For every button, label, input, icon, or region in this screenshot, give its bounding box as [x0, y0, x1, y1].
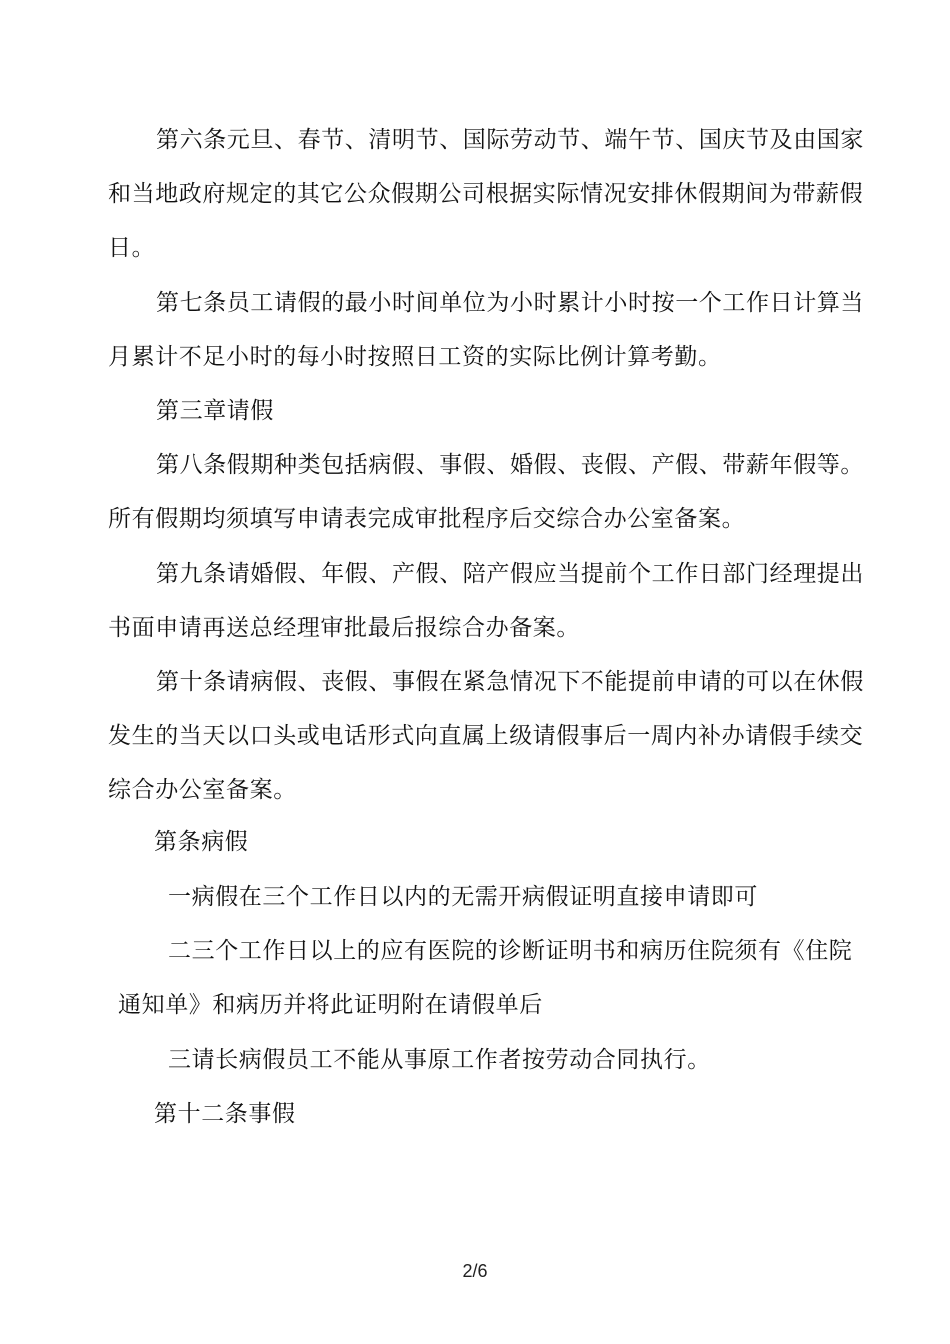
list-item: 二三个工作日以上的应有医院的诊断证明书和病历住院须有《住院	[168, 938, 853, 964]
paragraph-line: 第六条元旦、春节、清明节、国际劳动节、端午节、国庆节及由国家	[156, 127, 864, 153]
paragraph-line: 和当地政府规定的其它公众假期公司根据实际情况安排休假期间为带薪假	[108, 181, 864, 207]
paragraph-line: 第十条请病假、丧假、事假在紧急情况下不能提前申请的可以在休假	[156, 669, 864, 695]
section-heading: 第十二条事假	[154, 1101, 296, 1127]
paragraph-line: 综合办公室备案。	[108, 777, 297, 803]
paragraph-line: 月累计不足小时的每小时按照日工资的实际比例计算考勤。	[108, 344, 722, 370]
paragraph-line: 发生的当天以口头或电话形式向直属上级请假事后一周内补办请假手续交	[108, 723, 864, 749]
paragraph-line: 书面申请再送总经理审批最后报综合办备案。	[108, 615, 580, 641]
paragraph-line: 第九条请婚假、年假、产假、陪产假应当提前个工作日部门经理提出	[156, 561, 864, 587]
paragraph-line: 日。	[108, 235, 156, 261]
section-heading: 第条病假	[154, 829, 249, 855]
list-item: 三请长病假员工不能从事原工作者按劳动合同执行。	[168, 1047, 711, 1073]
chapter-heading: 第三章请假	[156, 398, 274, 424]
paragraph-line: 第八条假期种类包括病假、事假、婚假、丧假、产假、带薪年假等。	[156, 452, 864, 478]
paragraph-line: 所有假期均须填写申请表完成审批程序后交综合办公室备案。	[108, 506, 746, 532]
list-item: 一病假在三个工作日以内的无需开病假证明直接申请即可	[168, 884, 758, 910]
paragraph-line: 第七条员工请假的最小时间单位为小时累计小时按一个工作日计算当	[156, 290, 864, 316]
list-item-continuation: 通知单》和病历并将此证明附在请假单后	[118, 992, 543, 1018]
page-number: 2/6	[462, 1261, 488, 1281]
